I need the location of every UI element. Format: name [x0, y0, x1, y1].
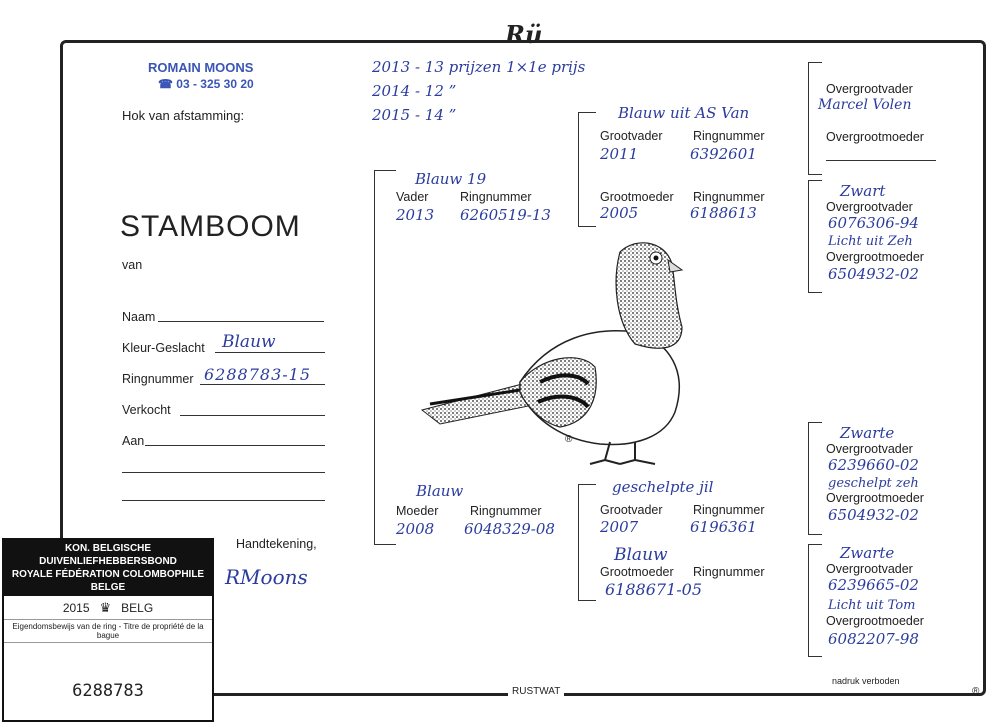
grootmoeder-v-year: 2005 — [600, 204, 639, 222]
signature: RMoons — [225, 565, 308, 589]
card-subtitle: Eigendomsbewijs van de ring - Titre de propriété de la bague — [4, 619, 212, 643]
hok-line-1: 2013 - 13 prijzen 1×1e prijs — [372, 58, 586, 76]
og4-note2: Licht uit Tom — [828, 598, 916, 613]
og4-vader-label: Overgrootvader — [826, 562, 913, 576]
moeder-ring-label: Ringnummer — [470, 504, 542, 518]
grootvader-m-note: geschelpte jil — [612, 478, 714, 496]
verkocht-label: Verkocht — [122, 403, 171, 417]
phone-icon: ☎ — [158, 77, 173, 91]
og3-vader-label: Overgrootvader — [826, 442, 913, 456]
og3-moeder-value: 6504932-02 — [828, 506, 919, 524]
vader-note: Blauw 19 — [415, 170, 487, 188]
grootmoeder-m-ring: 6188671-05 — [605, 580, 703, 599]
moeder-label: Moeder — [396, 504, 439, 518]
grootvader-v-ring-label: Ringnummer — [693, 129, 765, 143]
og1-moeder-label: Overgrootmoeder — [826, 130, 924, 144]
crown-icon: ♛ — [99, 600, 112, 615]
hok-line-3: 2015 - 14 ” — [372, 106, 457, 124]
ring-label: Ringnummer — [122, 372, 194, 386]
grootmoeder-v-ring: 6188613 — [690, 204, 757, 222]
moeder-ring: 6048329-08 — [464, 520, 555, 538]
footer-brand: RUSTWAT — [508, 686, 564, 697]
grootvader-v-year: 2011 — [600, 145, 639, 163]
card-ring-number: 6288783 — [72, 681, 144, 701]
og2-note1: Zwart — [840, 182, 886, 200]
grootvader-v-label: Grootvader — [600, 129, 663, 143]
grootmoeder-m-label: Grootmoeder — [600, 565, 674, 579]
registered-mark-1: ® — [565, 434, 573, 445]
grootvader-v-note: Blauw uit AS Van — [618, 104, 750, 122]
grootvader-m-ring-label: Ringnummer — [693, 503, 765, 517]
page-title: STAMBOOM — [120, 210, 301, 243]
card-year: 2015 — [62, 601, 90, 615]
kleur-value[interactable]: Blauw — [222, 332, 276, 352]
vader-ring: 6260519-13 — [460, 206, 551, 224]
grootvader-m-year: 2007 — [600, 518, 639, 536]
nadruk-label: nadruk verboden — [832, 676, 900, 686]
owner-stamp — [148, 60, 254, 91]
og2-vader-label: Overgrootvader — [826, 200, 913, 214]
og1-vader-label: Overgrootvader — [826, 82, 913, 96]
grootvader-v-ring: 6392601 — [690, 145, 757, 163]
aan-label: Aan — [122, 434, 145, 448]
vader-ring-label: Ringnummer — [460, 190, 532, 204]
og3-note2: geschelpt zeh — [828, 476, 919, 491]
registered-mark-2: ® — [972, 686, 980, 697]
og2-moeder-value: 6504932-02 — [828, 265, 919, 283]
ring-card — [2, 538, 214, 722]
vader-label: Vader — [396, 190, 429, 204]
og4-vader-value: 6239665-02 — [828, 576, 919, 594]
og4-moeder-value: 6082207-98 — [828, 630, 919, 648]
kleur-label: Kleur-Geslacht — [122, 341, 205, 355]
grootmoeder-m-note: Blauw — [614, 545, 668, 565]
grootmoeder-v-ring-label: Ringnummer — [693, 190, 765, 204]
card-year-row — [4, 600, 212, 616]
hok-label: Hok van afstamming: — [122, 108, 245, 123]
pigeon-illustration — [420, 232, 690, 472]
og2-note2: Licht uit Zeh — [828, 234, 913, 249]
moeder-year: 2008 — [396, 520, 435, 538]
grootmoeder-v-label: Grootmoeder — [600, 190, 674, 204]
grootmoeder-m-ring-label: Ringnummer — [693, 565, 765, 579]
moeder-note: Blauw — [416, 482, 464, 500]
naam-label: Naam — [122, 310, 156, 324]
og4-moeder-label: Overgrootmoeder — [826, 614, 924, 628]
og4-note1: Zwarte — [840, 544, 895, 562]
card-country: BELG — [121, 601, 154, 615]
stamp-phone: ☎ 03 - 325 30 20 — [158, 77, 254, 91]
og2-moeder-label: Overgrootmoeder — [826, 250, 924, 264]
hok-line-2: 2014 - 12 ” — [372, 82, 457, 100]
grootvader-m-label: Grootvader — [600, 503, 663, 517]
card-header — [4, 540, 212, 596]
handtekening-label: Handtekening, — [236, 537, 317, 551]
card-line-1: KON. BELGISCHE DUIVENLIEFHEBBERSBOND — [39, 543, 177, 567]
ring-value[interactable]: 6288783-15 — [204, 365, 312, 384]
grootvader-m-ring: 6196361 — [690, 518, 757, 536]
van-label: van — [122, 258, 143, 272]
og3-note1: Zwarte — [840, 424, 895, 442]
og3-moeder-label: Overgrootmoeder — [826, 491, 924, 505]
card-line-2: ROYALE FÉDÉRATION COLOMBOPHILE BELGE — [11, 569, 205, 593]
brand-logo: Rü — [505, 20, 543, 49]
og2-vader-value: 6076306-94 — [828, 214, 919, 232]
stamp-name: ROMAIN MOONS — [148, 60, 254, 75]
og1-vader-value: Marcel Volen — [818, 97, 912, 113]
vader-year: 2013 — [396, 206, 435, 224]
og3-vader-value: 6239660-02 — [828, 456, 919, 474]
